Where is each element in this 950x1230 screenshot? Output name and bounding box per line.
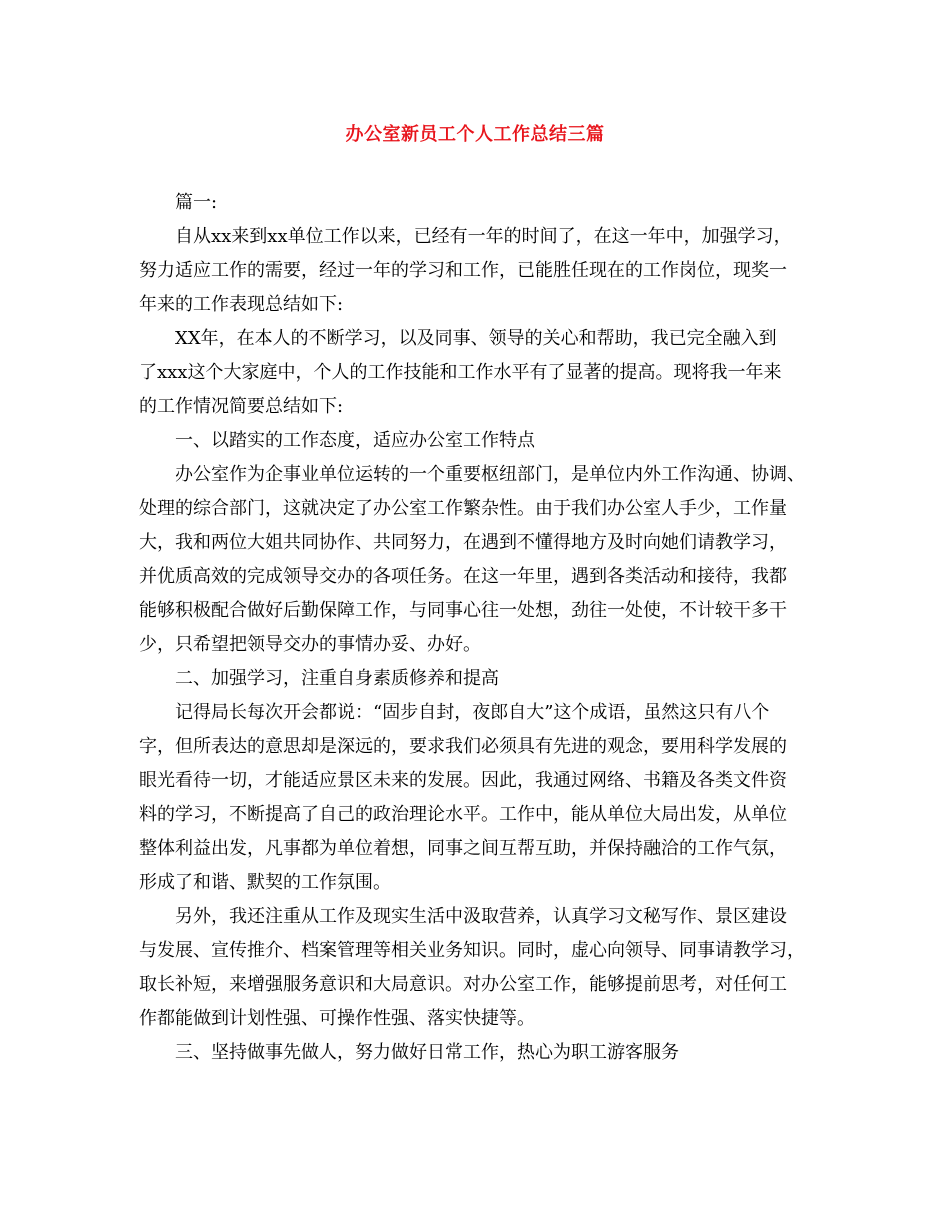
paragraph-line: 少，只希望把领导交办的事情办妥、办好。 xyxy=(139,634,481,655)
paragraph-line: 篇一: xyxy=(175,192,218,213)
paragraph-line: 年来的工作表现总结如下: xyxy=(139,294,344,315)
paragraph-line: 另外，我还注重从工作及现实生活中汲取营养，认真学习文秘写作、景区建设 xyxy=(175,906,787,927)
document-body xyxy=(139,186,829,1070)
paragraph-line: 自从xx来到xx单位工作以来，已经有一年的时间了，在这一年中，加强学习， xyxy=(175,226,792,247)
paragraph-line: 办公室作为企事业单位运转的一个重要枢纽部门，是单位内外工作沟通、协调、 xyxy=(175,464,805,485)
paragraph-line: 字，但所表达的意思却是深远的，要求我们必须具有先进的观念，要用科学发展的 xyxy=(139,736,787,757)
paragraph-line: 努力适应工作的需要，经过一年的学习和工作，已能胜任现在的工作岗位，现奖一 xyxy=(139,260,787,281)
paragraph-line: 整体利益出发，凡事都为单位着想，同事之间互帮互助，并保持融洽的工作气氛， xyxy=(139,838,787,859)
paragraph-line: 处理的综合部门，这就决定了办公室工作繁杂性。由于我们办公室人手少，工作量 xyxy=(139,498,787,519)
paragraph-line: 眼光看待一切，才能适应景区未来的发展。因此，我通过网络、书籍及各类文件资 xyxy=(139,770,787,791)
paragraph-line: 作都能做到计划性强、可操作性强、落实快捷等。 xyxy=(139,1008,535,1029)
paragraph-line: 大，我和两位大姐共同协作、共同努力，在遇到不懂得地方及时向她们请教学习， xyxy=(139,532,787,553)
paragraph-line: 记得局长每次开会都说：“固步自封，夜郎自大”这个成语，虽然这只有八个 xyxy=(175,702,770,723)
paragraph-line: 二、加强学习，注重自身素质修养和提高 xyxy=(175,668,499,689)
paragraph-line: 三、坚持做事先做人，努力做好日常工作，热心为职工游客服务 xyxy=(175,1042,679,1063)
document-title: 办公室新员工个人工作总结三篇 xyxy=(345,124,605,145)
paragraph-line: XX年，在本人的不断学习，以及同事、领导的关心和帮助，我已完全融入到 xyxy=(175,328,777,349)
paragraph-line: 能够积极配合做好后勤保障工作，与同事心往一处想，劲往一处使，不计较干多干 xyxy=(139,600,787,621)
paragraph-line: 了xxx这个大家庭中，个人的工作技能和工作水平有了显著的提高。现将我一年来 xyxy=(139,362,782,383)
paragraph-line: 并优质高效的完成领导交办的各项任务。在这一年里，遇到各类活动和接待，我都 xyxy=(139,566,787,587)
paragraph-line: 形成了和谐、默契的工作氛围。 xyxy=(139,872,391,893)
paragraph-line: 料的学习，不断提高了自己的政治理论水平。工作中，能从单位大局出发，从单位 xyxy=(139,804,787,825)
paragraph-line: 与发展、宣传推介、档案管理等相关业务知识。同时，虚心向领导、同事请教学习， xyxy=(139,940,805,961)
paragraph-line: 取长补短，来增强服务意识和大局意识。对办公室工作，能够提前思考，对任何工 xyxy=(139,974,787,995)
paragraph-line: 的工作情况简要总结如下: xyxy=(139,396,344,417)
paragraph-line: 一、以踏实的工作态度，适应办公室工作特点 xyxy=(175,430,535,451)
